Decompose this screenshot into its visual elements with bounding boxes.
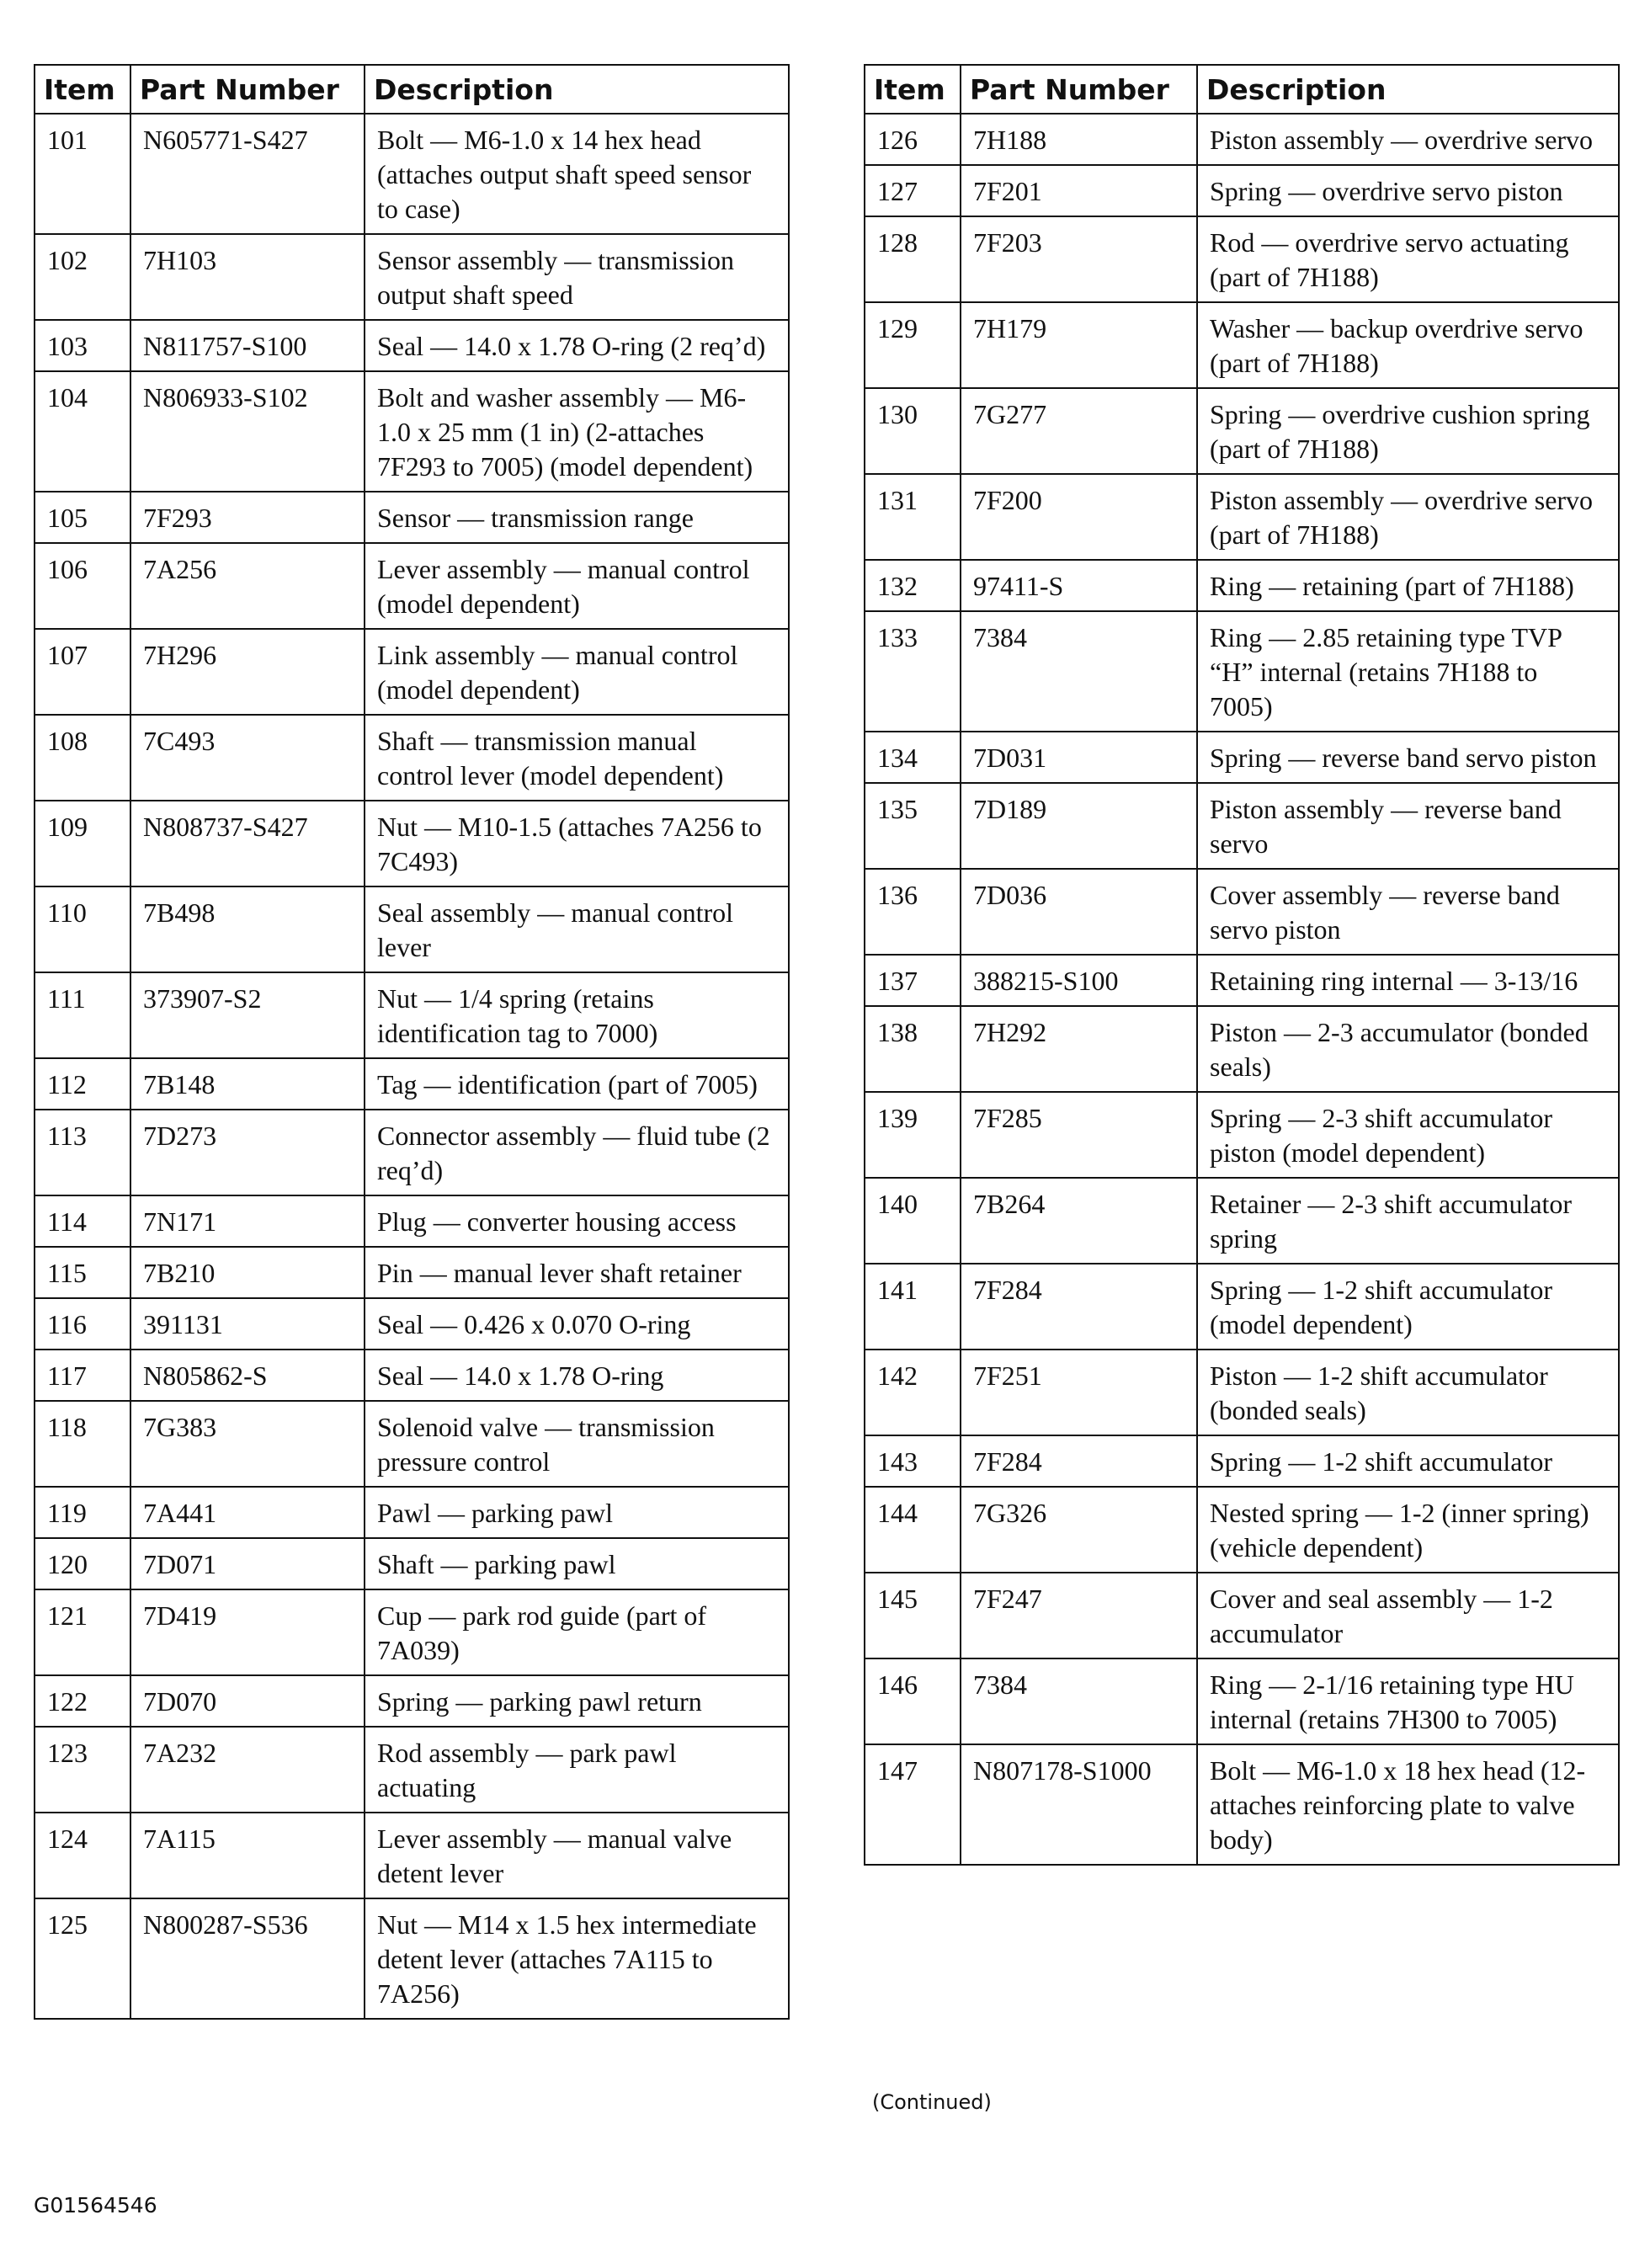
table-row — [35, 1247, 789, 1298]
description-cell: Solenoid valve — transmission pressure control — [365, 1401, 789, 1487]
description-cell: Spring — parking pawl return — [365, 1675, 789, 1727]
item-cell: 101 — [35, 114, 130, 234]
description-cell: Ring — 2-1/16 retaining type HU internal (retains 7H300 to 7005) — [1197, 1658, 1619, 1744]
header-part-number: Part Number — [961, 65, 1197, 114]
description-cell: Sensor assembly — transmission output shaft speed — [365, 234, 789, 320]
description-cell: Spring — 1-2 shift accumulator (model dependent) — [1197, 1264, 1619, 1350]
part-number-cell: 7384 — [961, 1658, 1197, 1744]
item-cell: 125 — [35, 1898, 130, 2019]
item-cell: 133 — [865, 611, 961, 732]
table-row — [865, 216, 1619, 302]
description-cell: Shaft — transmission manual control lever (model dependent) — [365, 715, 789, 801]
table-row — [35, 1589, 789, 1675]
item-cell: 130 — [865, 388, 961, 474]
part-number-cell: 7D419 — [130, 1589, 365, 1675]
table-row — [35, 1195, 789, 1247]
table-row — [865, 1178, 1619, 1264]
item-cell: 124 — [35, 1813, 130, 1898]
parts-table-right — [864, 64, 1620, 1866]
part-number-cell: N805862-S — [130, 1350, 365, 1401]
part-number-cell: N800287-S536 — [130, 1898, 365, 2019]
table-row — [35, 801, 789, 886]
table-row — [865, 560, 1619, 611]
item-cell: 135 — [865, 783, 961, 869]
item-cell: 112 — [35, 1058, 130, 1110]
table-row — [865, 1487, 1619, 1573]
item-cell: 123 — [35, 1727, 130, 1813]
part-number-cell: N807178-S1000 — [961, 1744, 1197, 1865]
part-number-cell: 391131 — [130, 1298, 365, 1350]
table-row — [35, 234, 789, 320]
table-row — [35, 972, 789, 1058]
part-number-cell: 373907-S2 — [130, 972, 365, 1058]
part-number-cell: N808737-S427 — [130, 801, 365, 886]
part-number-cell: 7D189 — [961, 783, 1197, 869]
part-number-cell: 7B264 — [961, 1178, 1197, 1264]
table-row — [865, 114, 1619, 165]
item-cell: 120 — [35, 1538, 130, 1589]
part-number-cell: 7384 — [961, 611, 1197, 732]
table-row — [35, 1058, 789, 1110]
parts-table-left — [34, 64, 790, 2020]
item-cell: 121 — [35, 1589, 130, 1675]
table-row — [35, 1538, 789, 1589]
description-cell: Nut — 1/4 spring (retains identification tag to 7000) — [365, 972, 789, 1058]
part-number-cell: 7H292 — [961, 1006, 1197, 1092]
part-number-cell: 7B148 — [130, 1058, 365, 1110]
part-number-cell: 7F293 — [130, 492, 365, 543]
description-cell: Spring — 1-2 shift accumulator — [1197, 1435, 1619, 1487]
item-cell: 126 — [865, 114, 961, 165]
description-cell: Sensor — transmission range — [365, 492, 789, 543]
description-cell: Spring — 2-3 shift accumulator piston (model dependent) — [1197, 1092, 1619, 1178]
header-item: Item — [35, 65, 130, 114]
item-cell: 104 — [35, 371, 130, 492]
part-number-cell: 7A441 — [130, 1487, 365, 1538]
item-cell: 103 — [35, 320, 130, 371]
description-cell: Retainer — 2-3 shift accumulator spring — [1197, 1178, 1619, 1264]
item-cell: 143 — [865, 1435, 961, 1487]
description-cell: Retaining ring internal — 3-13/16 — [1197, 955, 1619, 1006]
part-number-cell: 7G277 — [961, 388, 1197, 474]
table-row — [35, 114, 789, 234]
part-number-cell: 7A115 — [130, 1813, 365, 1898]
item-cell: 140 — [865, 1178, 961, 1264]
table-row — [865, 1744, 1619, 1865]
item-cell: 127 — [865, 165, 961, 216]
table-row — [865, 1350, 1619, 1435]
description-cell: Tag — identification (part of 7005) — [365, 1058, 789, 1110]
part-number-cell: N811757-S100 — [130, 320, 365, 371]
part-number-cell: 7F284 — [961, 1435, 1197, 1487]
description-cell: Bolt — M6-1.0 x 14 hex head (attaches output shaft speed sensor to case) — [365, 114, 789, 234]
item-cell: 116 — [35, 1298, 130, 1350]
part-number-cell: 7H179 — [961, 302, 1197, 388]
item-cell: 119 — [35, 1487, 130, 1538]
table-row — [865, 165, 1619, 216]
description-cell: Seal — 14.0 x 1.78 O-ring — [365, 1350, 789, 1401]
table-row — [865, 1006, 1619, 1092]
table-row — [35, 1898, 789, 2019]
table-row — [35, 715, 789, 801]
description-cell: Seal assembly — manual control lever — [365, 886, 789, 972]
item-cell: 111 — [35, 972, 130, 1058]
description-cell: Link assembly — manual control (model dependent) — [365, 629, 789, 715]
table-row — [35, 1298, 789, 1350]
description-cell: Shaft — parking pawl — [365, 1538, 789, 1589]
description-cell: Piston — 2-3 accumulator (bonded seals) — [1197, 1006, 1619, 1092]
item-cell: 107 — [35, 629, 130, 715]
description-cell: Spring — overdrive cushion spring (part of 7H188) — [1197, 388, 1619, 474]
description-cell: Cup — park rod guide (part of 7A039) — [365, 1589, 789, 1675]
item-cell: 122 — [35, 1675, 130, 1727]
description-cell: Seal — 14.0 x 1.78 O-ring (2 req’d) — [365, 320, 789, 371]
part-number-cell: 7F251 — [961, 1350, 1197, 1435]
table-row — [865, 302, 1619, 388]
table-row — [865, 474, 1619, 560]
table-row — [865, 611, 1619, 732]
item-cell: 142 — [865, 1350, 961, 1435]
table-row — [865, 955, 1619, 1006]
figure-id: G01564546 — [34, 2193, 157, 2217]
header-description: Description — [1197, 65, 1619, 114]
description-cell: Nested spring — 1-2 (inner spring) (vehicle dependent) — [1197, 1487, 1619, 1573]
description-cell: Rod assembly — park pawl actuating — [365, 1727, 789, 1813]
description-cell: Bolt and washer assembly — M6-1.0 x 25 mm (1 in) (2-attaches 7F293 to 7005) (model dependent) — [365, 371, 789, 492]
item-cell: 118 — [35, 1401, 130, 1487]
table-row — [865, 1092, 1619, 1178]
table-row — [35, 1675, 789, 1727]
description-cell: Cover assembly — reverse band servo piston — [1197, 869, 1619, 955]
table-row — [35, 371, 789, 492]
header-description: Description — [365, 65, 789, 114]
description-cell: Ring — 2.85 retaining type TVP “H” internal (retains 7H188 to 7005) — [1197, 611, 1619, 732]
part-number-cell: 7N171 — [130, 1195, 365, 1247]
part-number-cell: 7F285 — [961, 1092, 1197, 1178]
table-row — [35, 1110, 789, 1195]
continued-note: (Continued) — [872, 2090, 992, 2114]
item-cell: 110 — [35, 886, 130, 972]
part-number-cell: 7G383 — [130, 1401, 365, 1487]
part-number-cell: 7D071 — [130, 1538, 365, 1589]
item-cell: 134 — [865, 732, 961, 783]
part-number-cell: 7H296 — [130, 629, 365, 715]
table-row — [35, 1487, 789, 1538]
table-row — [35, 886, 789, 972]
item-cell: 131 — [865, 474, 961, 560]
item-cell: 145 — [865, 1573, 961, 1658]
description-cell: Piston assembly — overdrive servo — [1197, 114, 1619, 165]
description-cell: Pawl — parking pawl — [365, 1487, 789, 1538]
item-cell: 136 — [865, 869, 961, 955]
header-row — [865, 65, 1619, 114]
item-cell: 115 — [35, 1247, 130, 1298]
part-number-cell: N605771-S427 — [130, 114, 365, 234]
part-number-cell: 7D070 — [130, 1675, 365, 1727]
table-row — [35, 1401, 789, 1487]
table-row — [35, 1727, 789, 1813]
part-number-cell: 7B210 — [130, 1247, 365, 1298]
header-row — [35, 65, 789, 114]
description-cell: Nut — M10-1.5 (attaches 7A256 to 7C493) — [365, 801, 789, 886]
part-number-cell: 7F284 — [961, 1264, 1197, 1350]
item-cell: 117 — [35, 1350, 130, 1401]
part-number-cell: N806933-S102 — [130, 371, 365, 492]
table-row — [865, 1658, 1619, 1744]
description-cell: Lever assembly — manual control (model dependent) — [365, 543, 789, 629]
item-cell: 141 — [865, 1264, 961, 1350]
item-cell: 144 — [865, 1487, 961, 1573]
table-row — [865, 1435, 1619, 1487]
header-part-number: Part Number — [130, 65, 365, 114]
description-cell: Rod — overdrive servo actuating (part of 7H188) — [1197, 216, 1619, 302]
part-number-cell: 7D031 — [961, 732, 1197, 783]
item-cell: 137 — [865, 955, 961, 1006]
table-row — [35, 629, 789, 715]
description-cell: Bolt — M6-1.0 x 18 hex head (12-attaches reinforcing plate to valve body) — [1197, 1744, 1619, 1865]
part-number-cell: 7D273 — [130, 1110, 365, 1195]
part-number-cell: 7A232 — [130, 1727, 365, 1813]
table-row — [35, 543, 789, 629]
item-cell: 113 — [35, 1110, 130, 1195]
item-cell: 129 — [865, 302, 961, 388]
description-cell: Plug — converter housing access — [365, 1195, 789, 1247]
table-row — [35, 320, 789, 371]
item-cell: 132 — [865, 560, 961, 611]
table-row — [865, 869, 1619, 955]
part-number-cell: 7A256 — [130, 543, 365, 629]
item-cell: 105 — [35, 492, 130, 543]
item-cell: 128 — [865, 216, 961, 302]
table-row — [35, 1813, 789, 1898]
part-number-cell: 7D036 — [961, 869, 1197, 955]
description-cell: Washer — backup overdrive servo (part of 7H188) — [1197, 302, 1619, 388]
description-cell: Spring — overdrive servo piston — [1197, 165, 1619, 216]
part-number-cell: 7G326 — [961, 1487, 1197, 1573]
table-row — [865, 783, 1619, 869]
part-number-cell: 7F200 — [961, 474, 1197, 560]
part-number-cell: 7F201 — [961, 165, 1197, 216]
part-number-cell: 7H188 — [961, 114, 1197, 165]
description-cell: Nut — M14 x 1.5 hex intermediate detent lever (attaches 7A115 to 7A256) — [365, 1898, 789, 2019]
part-number-cell: 7C493 — [130, 715, 365, 801]
description-cell: Piston — 1-2 shift accumulator (bonded seals) — [1197, 1350, 1619, 1435]
description-cell: Connector assembly — fluid tube (2 req’d) — [365, 1110, 789, 1195]
item-cell: 109 — [35, 801, 130, 886]
item-cell: 114 — [35, 1195, 130, 1247]
item-cell: 138 — [865, 1006, 961, 1092]
item-cell: 102 — [35, 234, 130, 320]
part-number-cell: 388215-S100 — [961, 955, 1197, 1006]
table-row — [865, 388, 1619, 474]
table-row — [865, 732, 1619, 783]
part-number-cell: 97411-S — [961, 560, 1197, 611]
description-cell: Cover and seal assembly — 1-2 accumulator — [1197, 1573, 1619, 1658]
header-item: Item — [865, 65, 961, 114]
part-number-cell: 7B498 — [130, 886, 365, 972]
description-cell: Piston assembly — reverse band servo — [1197, 783, 1619, 869]
table-row — [865, 1573, 1619, 1658]
table-row — [35, 1350, 789, 1401]
description-cell: Piston assembly — overdrive servo (part of 7H188) — [1197, 474, 1619, 560]
table-row — [865, 1264, 1619, 1350]
item-cell: 108 — [35, 715, 130, 801]
part-number-cell: 7F203 — [961, 216, 1197, 302]
item-cell: 106 — [35, 543, 130, 629]
description-cell: Seal — 0.426 x 0.070 O-ring — [365, 1298, 789, 1350]
description-cell: Ring — retaining (part of 7H188) — [1197, 560, 1619, 611]
item-cell: 139 — [865, 1092, 961, 1178]
item-cell: 147 — [865, 1744, 961, 1865]
part-number-cell: 7H103 — [130, 234, 365, 320]
part-number-cell: 7F247 — [961, 1573, 1197, 1658]
item-cell: 146 — [865, 1658, 961, 1744]
description-cell: Spring — reverse band servo piston — [1197, 732, 1619, 783]
table-row — [35, 492, 789, 543]
description-cell: Pin — manual lever shaft retainer — [365, 1247, 789, 1298]
description-cell: Lever assembly — manual valve detent lever — [365, 1813, 789, 1898]
